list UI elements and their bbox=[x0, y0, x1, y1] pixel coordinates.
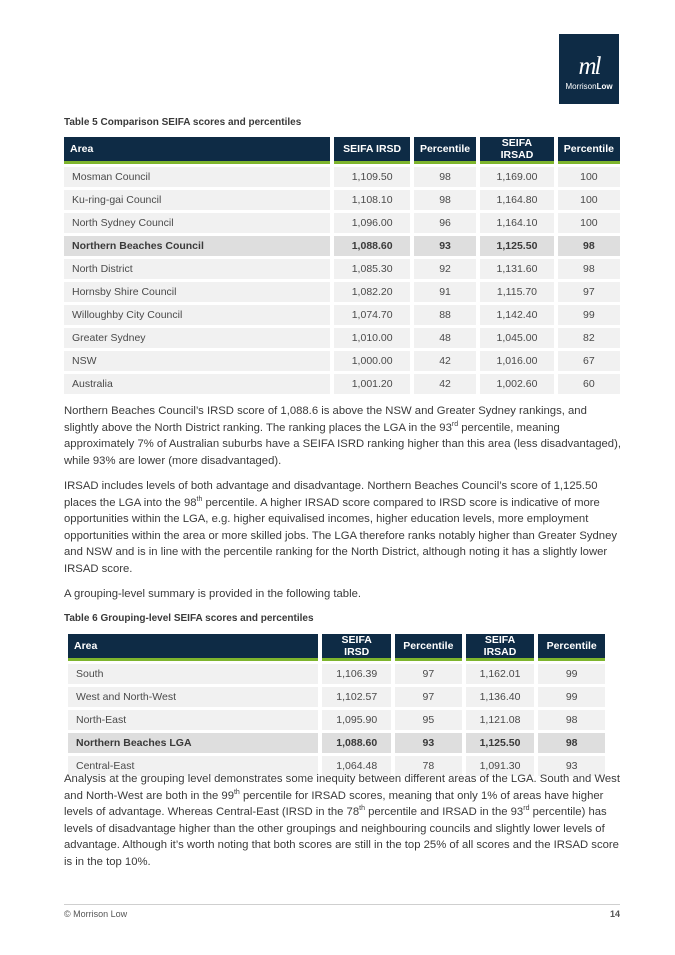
value-cell: 1,082.20 bbox=[334, 282, 410, 302]
area-cell: Northern Beaches Council bbox=[64, 236, 330, 256]
table-header-row bbox=[68, 634, 605, 661]
paragraph-grouping-intro: A grouping-level summary is provided in the following table. bbox=[64, 588, 362, 600]
value-cell: 98 bbox=[414, 167, 476, 187]
value-cell: 1,074.70 bbox=[334, 305, 410, 325]
page-number: 14 bbox=[609, 909, 620, 919]
col-area: Area bbox=[68, 634, 318, 661]
col-percentile-irsd: Percentile bbox=[414, 137, 476, 164]
value-cell: 1,125.50 bbox=[466, 733, 535, 753]
area-cell: Mosman Council bbox=[64, 167, 330, 187]
value-cell: 1,095.90 bbox=[322, 710, 391, 730]
value-cell: 1,162.01 bbox=[466, 664, 535, 684]
table6-grouping-seifa bbox=[64, 631, 609, 779]
value-cell: 1,131.60 bbox=[480, 259, 554, 279]
col-seifa-irsad: SEIFA IRSAD bbox=[480, 137, 554, 164]
value-cell: 42 bbox=[414, 351, 476, 371]
value-cell: 98 bbox=[538, 710, 605, 730]
value-cell: 1,164.10 bbox=[480, 213, 554, 233]
table-row bbox=[64, 282, 620, 302]
table-row bbox=[64, 374, 620, 394]
table-row bbox=[64, 328, 620, 348]
table5-seifa-comparison bbox=[60, 134, 624, 397]
col-seifa-irsd: SEIFA IRSD bbox=[322, 634, 391, 661]
table-row bbox=[68, 687, 605, 707]
area-cell: Hornsby Shire Council bbox=[64, 282, 330, 302]
area-cell: NSW bbox=[64, 351, 330, 371]
value-cell: 1,142.40 bbox=[480, 305, 554, 325]
value-cell: 100 bbox=[558, 213, 620, 233]
table-header-row bbox=[64, 137, 620, 164]
value-cell: 98 bbox=[558, 259, 620, 279]
value-cell: 1,136.40 bbox=[466, 687, 535, 707]
table-row bbox=[64, 305, 620, 325]
table-row bbox=[64, 351, 620, 371]
value-cell: 92 bbox=[414, 259, 476, 279]
value-cell: 97 bbox=[395, 687, 462, 707]
value-cell: 1,164.80 bbox=[480, 190, 554, 210]
paragraph-grouping-analysis: Analysis at the grouping level demonstrates some inequity between different areas of the LGA. South and West and North-West are both in the 99th percentile for IRSAD scores, meaning that only 1% of areas have higher levels of advantage. Whereas Central-East (IRSD in the 78th percentile and IRSAD in the 93rd percentile) has levels of disadvantage higher than the other groupings and neighbouring councils and slightly lower levels of advantage. Although it’s worth noting that both scores are still in the top 25% of all scores and the IRSAD score is in the top 10%. bbox=[64, 773, 620, 868]
value-cell: 1,121.08 bbox=[466, 710, 535, 730]
value-cell: 42 bbox=[414, 374, 476, 394]
value-cell: 1,169.00 bbox=[480, 167, 554, 187]
value-cell: 99 bbox=[558, 305, 620, 325]
value-cell: 93 bbox=[538, 756, 605, 776]
area-cell: North-East bbox=[68, 710, 318, 730]
col-percentile-irsad: Percentile bbox=[558, 137, 620, 164]
col-percentile-irsad: Percentile bbox=[538, 634, 605, 661]
value-cell: 99 bbox=[538, 664, 605, 684]
value-cell: 1,125.50 bbox=[480, 236, 554, 256]
value-cell: 1,088.60 bbox=[322, 733, 391, 753]
table-row bbox=[64, 259, 620, 279]
paragraph-irsd: Northern Beaches Council’s IRSD score of 1,088.6 is above the NSW and Greater Sydney rankings, and slightly above the North District ranking. The ranking places the LGA in the 93rd percentile, meaning approximately 7% of Australian suburbs have a SEIFA ISRD ranking higher than this area (less disadvantaged), while 93% are lower (more disadvantaged). bbox=[64, 405, 621, 467]
value-cell: 1,045.00 bbox=[480, 328, 554, 348]
value-cell: 1,000.00 bbox=[334, 351, 410, 371]
value-cell: 1,106.39 bbox=[322, 664, 391, 684]
morrison-low-logo bbox=[559, 34, 619, 104]
table5-caption: Table 5 Comparison SEIFA scores and percentiles bbox=[64, 117, 302, 128]
area-cell: Ku-ring-gai Council bbox=[64, 190, 330, 210]
value-cell: 100 bbox=[558, 190, 620, 210]
area-cell: Northern Beaches LGA bbox=[68, 733, 318, 753]
value-cell: 98 bbox=[414, 190, 476, 210]
value-cell: 78 bbox=[395, 756, 462, 776]
value-cell: 1,002.60 bbox=[480, 374, 554, 394]
value-cell: 97 bbox=[558, 282, 620, 302]
col-area: Area bbox=[64, 137, 330, 164]
col-seifa-irsd: SEIFA IRSD bbox=[334, 137, 410, 164]
area-cell: North District bbox=[64, 259, 330, 279]
value-cell: 96 bbox=[414, 213, 476, 233]
logo-mark: ml bbox=[578, 53, 600, 80]
value-cell: 1,108.10 bbox=[334, 190, 410, 210]
value-cell: 93 bbox=[414, 236, 476, 256]
area-cell: North Sydney Council bbox=[64, 213, 330, 233]
value-cell: 67 bbox=[558, 351, 620, 371]
value-cell: 48 bbox=[414, 328, 476, 348]
logo-name: MorrisonLow bbox=[565, 82, 613, 91]
table-row bbox=[68, 710, 605, 730]
footer-copyright: © Morrison Low bbox=[64, 909, 128, 919]
value-cell: 1,115.70 bbox=[480, 282, 554, 302]
value-cell: 1,091.30 bbox=[466, 756, 535, 776]
paragraph-irsad: IRSAD includes levels of both advantage and disadvantage. Northern Beaches Council’s score of 1,125.50 places the LGA into the 98th percentile. A higher IRSAD score compared to IRSD score is indicative of more opportunities within the LGA, e.g. higher equivalised incomes, higher education levels, more employment opportunities within the area or more skilled jobs. The LGA therefore ranks notably higher than Greater Sydney and NSW and is in line with the percentile ranking for the North District, although noting it has a slightly lower IRSAD score. bbox=[64, 480, 618, 575]
value-cell: 1,088.60 bbox=[334, 236, 410, 256]
col-percentile-irsd: Percentile bbox=[395, 634, 462, 661]
area-cell: Greater Sydney bbox=[64, 328, 330, 348]
value-cell: 93 bbox=[395, 733, 462, 753]
value-cell: 1,102.57 bbox=[322, 687, 391, 707]
table6-caption: Table 6 Grouping-level SEIFA scores and percentiles bbox=[64, 613, 314, 624]
value-cell: 98 bbox=[538, 733, 605, 753]
value-cell: 97 bbox=[395, 664, 462, 684]
footer-divider bbox=[64, 904, 620, 905]
table-row bbox=[64, 190, 620, 210]
value-cell: 1,096.00 bbox=[334, 213, 410, 233]
value-cell: 1,064.48 bbox=[322, 756, 391, 776]
col-seifa-irsad: SEIFA IRSAD bbox=[466, 634, 535, 661]
value-cell: 1,016.00 bbox=[480, 351, 554, 371]
value-cell: 95 bbox=[395, 710, 462, 730]
table-row bbox=[64, 213, 620, 233]
table-row bbox=[68, 733, 605, 753]
area-cell: Australia bbox=[64, 374, 330, 394]
area-cell: West and North-West bbox=[68, 687, 318, 707]
value-cell: 60 bbox=[558, 374, 620, 394]
area-cell: South bbox=[68, 664, 318, 684]
table-row bbox=[64, 167, 620, 187]
value-cell: 82 bbox=[558, 328, 620, 348]
area-cell: Willoughby City Council bbox=[64, 305, 330, 325]
value-cell: 98 bbox=[558, 236, 620, 256]
value-cell: 1,001.20 bbox=[334, 374, 410, 394]
value-cell: 1,085.30 bbox=[334, 259, 410, 279]
value-cell: 91 bbox=[414, 282, 476, 302]
area-cell: Central-East bbox=[68, 756, 318, 776]
table-row bbox=[68, 664, 605, 684]
value-cell: 1,010.00 bbox=[334, 328, 410, 348]
value-cell: 1,109.50 bbox=[334, 167, 410, 187]
table-row bbox=[64, 236, 620, 256]
value-cell: 88 bbox=[414, 305, 476, 325]
value-cell: 100 bbox=[558, 167, 620, 187]
value-cell: 99 bbox=[538, 687, 605, 707]
